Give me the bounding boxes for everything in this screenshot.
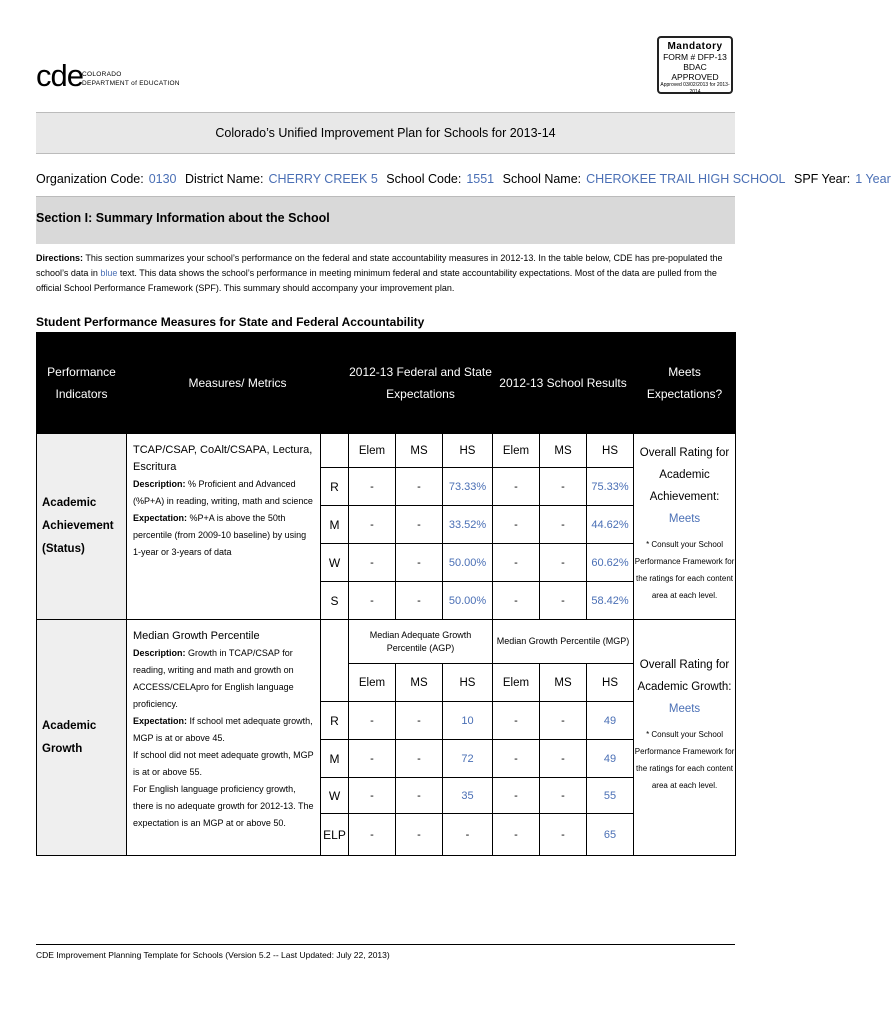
agp-elem-header: Elem <box>349 664 396 702</box>
blank-label-cell <box>321 434 349 468</box>
growth-desc: Growth in TCAP/CSAP for reading, writing and math and growth on ACCESS/CELApro for English language proficiency. <box>133 648 294 709</box>
spf-year-value: 1 Year <box>855 172 891 186</box>
growth-header-row <box>37 620 736 664</box>
achievement-rating-title: Overall Rating for Academic Achievement: <box>639 447 730 503</box>
cell: - <box>493 702 540 740</box>
cde-logo: cde <box>36 58 83 93</box>
cell: - <box>443 814 493 856</box>
approval-stamp <box>657 36 733 94</box>
cell: - <box>493 814 540 856</box>
cell: - <box>540 468 587 506</box>
stamp-line-1: Mandatory <box>667 41 723 52</box>
row-label: ELP <box>321 814 349 856</box>
row-label: M <box>321 740 349 778</box>
cell: - <box>493 582 540 620</box>
growth-measure-title: Median Growth Percentile <box>133 630 260 642</box>
cell: - <box>396 468 443 506</box>
cell: - <box>396 702 443 740</box>
cell: - <box>349 582 396 620</box>
header-expectations: 2012-13 Federal and State Expectations <box>349 333 493 434</box>
mgp-elem-header: Elem <box>493 664 540 702</box>
achievement-exp-label: Expectation: <box>133 513 188 523</box>
cell: - <box>349 814 396 856</box>
header-indicators: Performance Indicators <box>37 333 127 434</box>
cell: 50.00% <box>443 544 493 582</box>
cell: - <box>540 702 587 740</box>
cell: - <box>493 544 540 582</box>
cell: 49 <box>587 702 634 740</box>
cell: - <box>540 544 587 582</box>
table-header-row <box>37 333 736 434</box>
row-label: R <box>321 468 349 506</box>
row-label: R <box>321 702 349 740</box>
achievement-desc: % Proficient and Advanced (%P+A) in reading, writing, math and science <box>133 479 313 506</box>
logo-line-1: COLORADO <box>82 71 122 78</box>
stamp-line-3: BDAC APPROVED <box>671 62 719 82</box>
cell: 72 <box>443 740 493 778</box>
cell: - <box>493 506 540 544</box>
cell: 35 <box>443 778 493 814</box>
document-title-text: Colorado’s Unified Improvement Plan for Schools for 2013-14 <box>215 126 556 140</box>
row-label: M <box>321 506 349 544</box>
mgp-ms-header: MS <box>540 664 587 702</box>
directions-text-a: This section summarizes your school’s performance on the federal and state accountability measures in 2012-13. In the table below, CDE has pre-populated the school’s data in <box>36 253 723 278</box>
cell: - <box>349 468 396 506</box>
achievement-measure <box>127 434 321 620</box>
cell: 10 <box>443 702 493 740</box>
cell: - <box>349 740 396 778</box>
row-label: W <box>321 544 349 582</box>
cell: 44.62% <box>587 506 634 544</box>
cell: - <box>396 814 443 856</box>
school-name-value: CHEROKEE TRAIL HIGH SCHOOL <box>586 172 786 186</box>
cell: - <box>493 778 540 814</box>
growth-rating-note: * Consult your School Performance Framework for the ratings for each content area at each level. <box>634 730 735 790</box>
growth-exp-2: If school did not meet adequate growth, MGP is at or above 55. <box>133 750 314 777</box>
cell: 75.33% <box>587 468 634 506</box>
cell: 50.00% <box>443 582 493 620</box>
agp-ms-header: MS <box>396 664 443 702</box>
header-results: 2012-13 School Results <box>493 333 634 434</box>
achievement-exp: %P+A is above the 50th percentile (from 2009-10 baseline) by using 1-year or 3-years of data <box>133 513 307 557</box>
table-title: Student Performance Measures for State and Federal Accountability <box>36 315 425 329</box>
cell: - <box>349 778 396 814</box>
cell: 58.42% <box>587 582 634 620</box>
achievement-measure-title: TCAP/CSAP, CoAlt/CSAPA, Lectura, Escritura <box>133 444 313 473</box>
res-hs-header: HS <box>587 434 634 468</box>
cell: 73.33% <box>443 468 493 506</box>
org-code-label: Organization Code: <box>36 172 144 186</box>
exp-elem-header: Elem <box>349 434 396 468</box>
cell: 65 <box>587 814 634 856</box>
exp-hs-header: HS <box>443 434 493 468</box>
cell: - <box>540 582 587 620</box>
achievement-indicator: Academic Achievement (Status) <box>37 434 127 620</box>
organization-info <box>36 172 896 186</box>
cell: - <box>396 740 443 778</box>
cell: - <box>540 506 587 544</box>
blank-label-cell <box>321 620 349 702</box>
growth-desc-label: Description: <box>133 648 186 658</box>
logo-line-2: DEPARTMENT of EDUCATION <box>82 80 180 87</box>
directions-blue-word: blue <box>100 268 118 278</box>
header-meets: Meets Expectations? <box>634 333 736 434</box>
cell: 60.62% <box>587 544 634 582</box>
growth-rating <box>634 620 736 856</box>
growth-rating-value: Meets <box>668 703 701 715</box>
cell: - <box>396 506 443 544</box>
exp-ms-header: MS <box>396 434 443 468</box>
cell: - <box>493 740 540 778</box>
achievement-level-row <box>37 434 736 468</box>
growth-exp-3: For English language proficiency growth, there is no adequate growth for 2012-13. The expectation is an MGP at or above 50. <box>133 784 314 828</box>
cell: - <box>349 506 396 544</box>
growth-exp: If school met adequate growth, MGP is at or above 45. <box>133 716 313 743</box>
achievement-rating-value: Meets <box>668 513 701 525</box>
res-ms-header: MS <box>540 434 587 468</box>
footer-text: CDE Improvement Planning Template for Schools (Version 5.2 -- Last Updated: July 22, 2013) <box>36 950 390 960</box>
agp-hs-header: HS <box>443 664 493 702</box>
section-heading-text: Section I: Summary Information about the School <box>36 211 330 225</box>
growth-rating-title: Overall Rating for Academic Growth: <box>637 659 732 693</box>
growth-measure <box>127 620 321 856</box>
stamp-line-4: Approved 03/02/2013 for 2013-2014 <box>660 82 730 95</box>
school-name-label: School Name: <box>502 172 582 186</box>
cell: - <box>540 740 587 778</box>
document-title <box>36 112 735 154</box>
footer-divider <box>36 944 735 945</box>
mgp-hs-header: HS <box>587 664 634 702</box>
directions-label: Directions: <box>36 253 84 263</box>
directions-text-b: text. This data shows the school’s performance in meeting minimum federal and state accountability expectations. Most of the data are pulled from the official School Performance Framework (SPF). This summary should accompany your improvement plan. <box>36 268 717 293</box>
cell: 55 <box>587 778 634 814</box>
header-measures: Measures/ Metrics <box>127 333 349 434</box>
cell: - <box>349 702 396 740</box>
performance-table <box>36 332 736 856</box>
cell: 49 <box>587 740 634 778</box>
directions-paragraph <box>36 251 736 296</box>
cell: 33.52% <box>443 506 493 544</box>
school-code-label: School Code: <box>386 172 462 186</box>
achievement-desc-label: Description: <box>133 479 186 489</box>
district-value: CHERRY CREEK 5 <box>268 172 378 186</box>
achievement-rating-note: * Consult your School Performance Framework for the ratings for each content area at each level. <box>634 540 735 600</box>
cell: - <box>396 778 443 814</box>
cell: - <box>540 778 587 814</box>
achievement-rating <box>634 434 736 620</box>
cell: - <box>396 544 443 582</box>
cde-logo-subtitle <box>82 70 180 88</box>
row-label: S <box>321 582 349 620</box>
cell: - <box>396 582 443 620</box>
res-elem-header: Elem <box>493 434 540 468</box>
cell: - <box>540 814 587 856</box>
agp-header: Median Adequate Growth Percentile (AGP) <box>349 620 493 664</box>
row-label: W <box>321 778 349 814</box>
mgp-header: Median Growth Percentile (MGP) <box>493 620 634 664</box>
district-label: District Name: <box>185 172 264 186</box>
spf-year-label: SPF Year: <box>793 172 851 186</box>
cell: - <box>493 468 540 506</box>
cell: - <box>349 544 396 582</box>
org-code-value: 0130 <box>148 172 177 186</box>
growth-indicator: Academic Growth <box>37 620 127 856</box>
stamp-line-2: FORM # DFP-13 <box>663 52 727 62</box>
school-code-value: 1551 <box>466 172 495 186</box>
section-heading <box>36 196 735 244</box>
growth-exp-label: Expectation: <box>133 716 188 726</box>
